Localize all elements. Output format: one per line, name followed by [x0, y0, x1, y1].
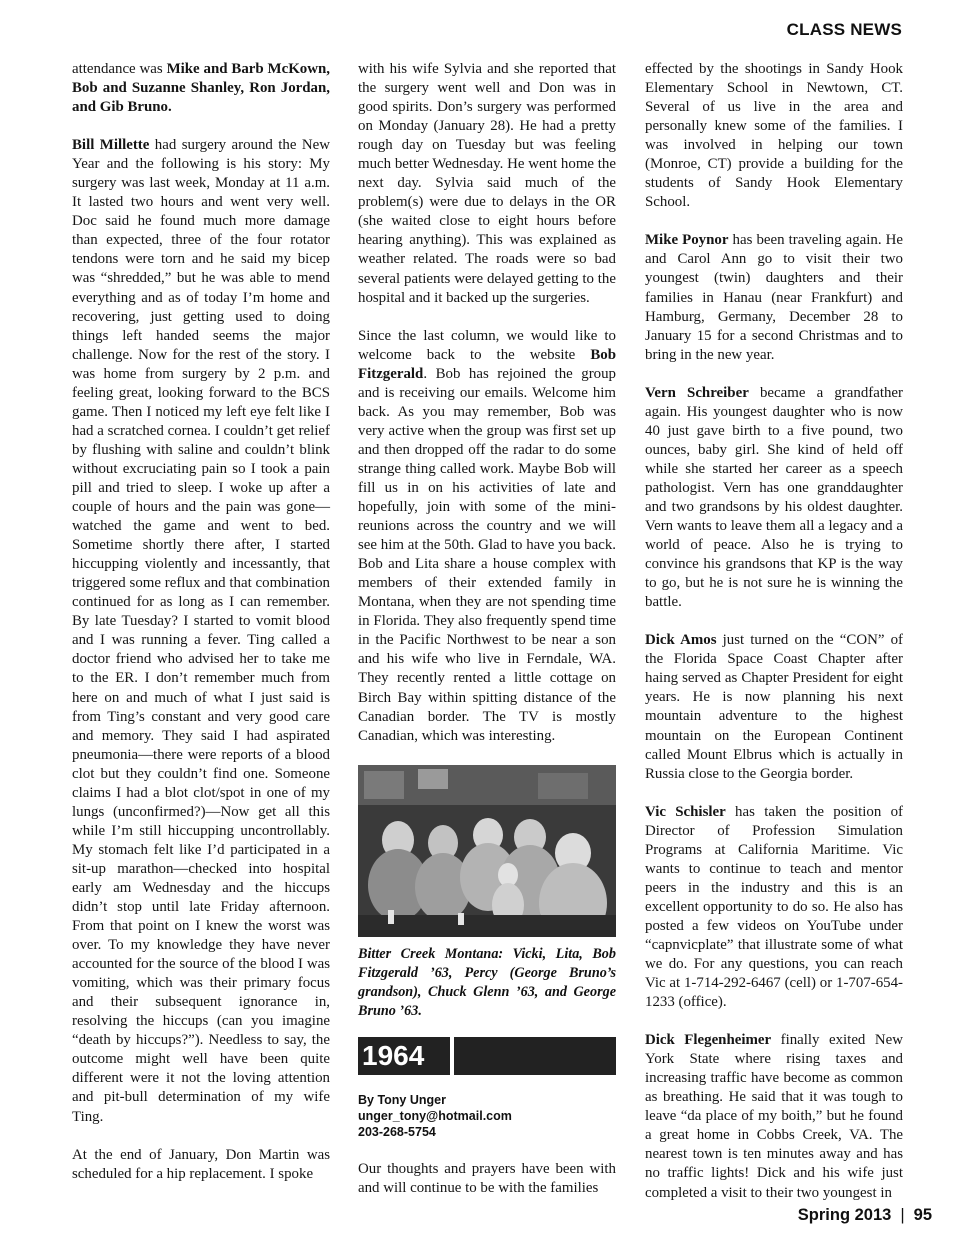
year-bar-fill [454, 1037, 616, 1075]
paragraph: Dick Amos just turned on the “CON” of the Florida Space Coast Chapter after haing served as Chapter President for eight years. He is now planning his next mountain adventure to the highest mountain on the European Continent called Mount Elbrus which is actually in Russia close to the Georgia border. [645, 632, 903, 782]
photo-caption: Bitter Creek Montana: Vicki, Lita, Bob Fitzgerald ’63, Percy (George Bruno’s grandson), Chuck Glenn ’63, and George Bruno ’63. [358, 945, 616, 1019]
paragraph: Bill Millette had surgery around the New Year and the following is his story: My surgery was last week, Monday at 11 a.m. It lasted two hours and went very well. Doc said he found much more damage than expected, three of the four rotator tendons were torn and he said my bicep was “shredded,” but he was able to mend everything and as of today I’m home and recovering, just getting used to doing things left handed seems the major challenge. Now for the rest of the story. I was home from surgery by 2 p.m. and feeling great, looking forward to the BCS game. Then I noticed my left eye felt like I had a scratched cornea. I couldn’t get relief by flushing with saline and couldn’t blink without excruciating pain so I took a pain pill and tried to sleep. I woke up after a couple of hours and the pain was gone—watched the game and went to bed. Sometime shortly there after, I started hiccupping violently and incessantly, that triggered some reflux and that combination continued for as long as I can remember. By late Tuesday? I started to vomit blood and I was running a fever. Ting called a doctor friend who advised her to take me to the ER. I don’t remember much from here on and much of what I just said is from Ting’s constant and very good care and memory. They said I had aspirated pneumonia—there were reports of a blood clot but they couldn’t find one. Someone claims I had a blot clot/spot in one of my lungs (unconfirmed?)—Now get all this while I’m still hiccupping uncontrollably. My stomach felt like I’d participated in a sit-up marathon—checked into hospital early am Wednesday and the hiccups didn’t stop until late Friday afternoon. From that point on I knew the worst was over. To my knowledge they have never accounted for the source of the blood I was vomiting, which was their primary focus and their subsequent ignorance in, resolving the hiccups (can you imagine “death by hiccups?”). Needless to say, the outcome might well have been quite different were it not the loving attention and pit-bull determination of my wife Ting. [72, 137, 330, 1125]
byline-email: unger_tony@hotmail.com [358, 1108, 512, 1123]
person-name: Dick Flegenheimer [645, 1032, 772, 1049]
byline-phone: 203-268-5754 [358, 1124, 436, 1139]
paragraph: with his wife Sylvia and she reported that the surgery went well and Don was in good spirits. Don’s surgery was performed on Monday (January 28). He had a pretty rough day on Tuesday but was feeling much better Wednesday. He went home the next day. Sylvia said much of the problem(s) were due to delays in the OR (she waited close to eight hours before hearing anything). This was explained as weather related. The roads were so bad several patients were delayed getting to the hospital and it backed up the surgeries. [358, 61, 616, 306]
column-3 [645, 60, 903, 1203]
byline-author: By Tony Unger [358, 1092, 446, 1107]
group-photo [358, 765, 616, 937]
photo-illustration [358, 765, 616, 937]
person-name: Mike Poynor [645, 232, 729, 249]
byline [358, 1092, 616, 1140]
column-2 [358, 60, 616, 1198]
column-1 [72, 60, 330, 1184]
year-label: 1964 [358, 1037, 450, 1075]
person-name: Vern Schreiber [645, 384, 749, 401]
issue-label: Spring 2013 [797, 1206, 892, 1224]
paragraph: Our thoughts and prayers have been with and will continue to be with the families [358, 1160, 616, 1196]
page-number: 95 [913, 1206, 932, 1224]
attendee-names: Mike and Barb McKown, Bob and Suzanne Shanley, Ron Jordan, and Gib Bruno. [72, 61, 330, 116]
year-header [358, 1037, 616, 1075]
section-label: CLASS NEWS [786, 20, 902, 39]
paragraph: Mike Poynor has been traveling again. He and Carol Ann go to visit their two youngest (twin) daughters and their families in Hanau (near Frankfurt) and Hamburg, Germany, December 28 to January 15 for a second Christmas and to bring in the new year. [645, 232, 903, 363]
paragraph: Vic Schisler has taken the position of Director of Profession Simulation Programs at California Maritime. Vic wants to continue to teach and mentor peers in the industry and this is an excellent opportunity to do so. He also has posted a few videos on YouTube under “capnvicplate” that illustrate some of what we do. For any questions, you can reach Vic at 1-714-292-6467 (cell) or 1-707-654-1233 (office). [645, 803, 903, 1011]
person-name: Vic Schisler [645, 803, 726, 820]
paragraph: Dick Flegenheimer finally exited New York State where rising taxes and increasing traffic have become as common as breathing. He said that it was tough to leave “da place of my boith,” but he found a great home in Cobbs Creek, VA. The nearest town is ten minutes away and has no traffic lights! Dick and his wife just completed a visit to their two youngest in [645, 1032, 903, 1201]
paragraph: effected by the shootings in Sandy Hook Elementary School in Newtown, CT. Several of us live in the area and personally knew some of the families. I was involved in helping our town (Monroe, CT) provide a building for the students of Sandy Hook Elementary School. [645, 61, 903, 211]
person-name: Bob Fitzgerald [358, 346, 616, 382]
person-name: Dick Amos [645, 632, 717, 649]
footer-separator: | [900, 1206, 905, 1224]
person-name: Bill Millette [72, 137, 150, 154]
paragraph: At the end of January, Don Martin was scheduled for a hip replacement. I spoke [72, 1146, 330, 1182]
paragraph: Vern Schreiber became a grandfather again. His youngest daughter who is now 40 just gave birth to a five pound, two ounces, baby girl. She kind of held off while she started her career as a speech pathologist. Vern has one granddaughter and two grandsons by his oldest daughter. Vern wants to leave them all a legacy and a world of peace. Also he is trying to convince his grandsons that KP is the way to go, but he is not sure he is winning the battle. [645, 384, 903, 611]
paragraph: attendance was Mike and Barb McKown, Bob and Suzanne Shanley, Ron Jordan, and Gib Bruno. [72, 61, 330, 116]
page-footer [798, 1206, 932, 1225]
paragraph: Since the last column, we would like to welcome back to the website Bob Fitzgerald. Bob has rejoined the group and is receiving our emails. Welcome him back. As you may remember, Bob was very active when the group was first set up and then dropped off the radar to do some strange thing called work. Maybe Bob will fill us in on his activities of late and hopefully, join with some of the mini-reunions across the country and we will see him at the 50th. Glad to have you back. Bob and Lita share a house complex with members of their extended family in Montana, when they are not spending time in Florida. They also frequently spend time in the Pacific Northwest to be near a son and his wife who live in Ferndale, WA. They recently rented a little cottage on Birch Bay within spitting distance of the Canadian border. The TV is mostly Canadian, which was interesting. [358, 327, 616, 744]
